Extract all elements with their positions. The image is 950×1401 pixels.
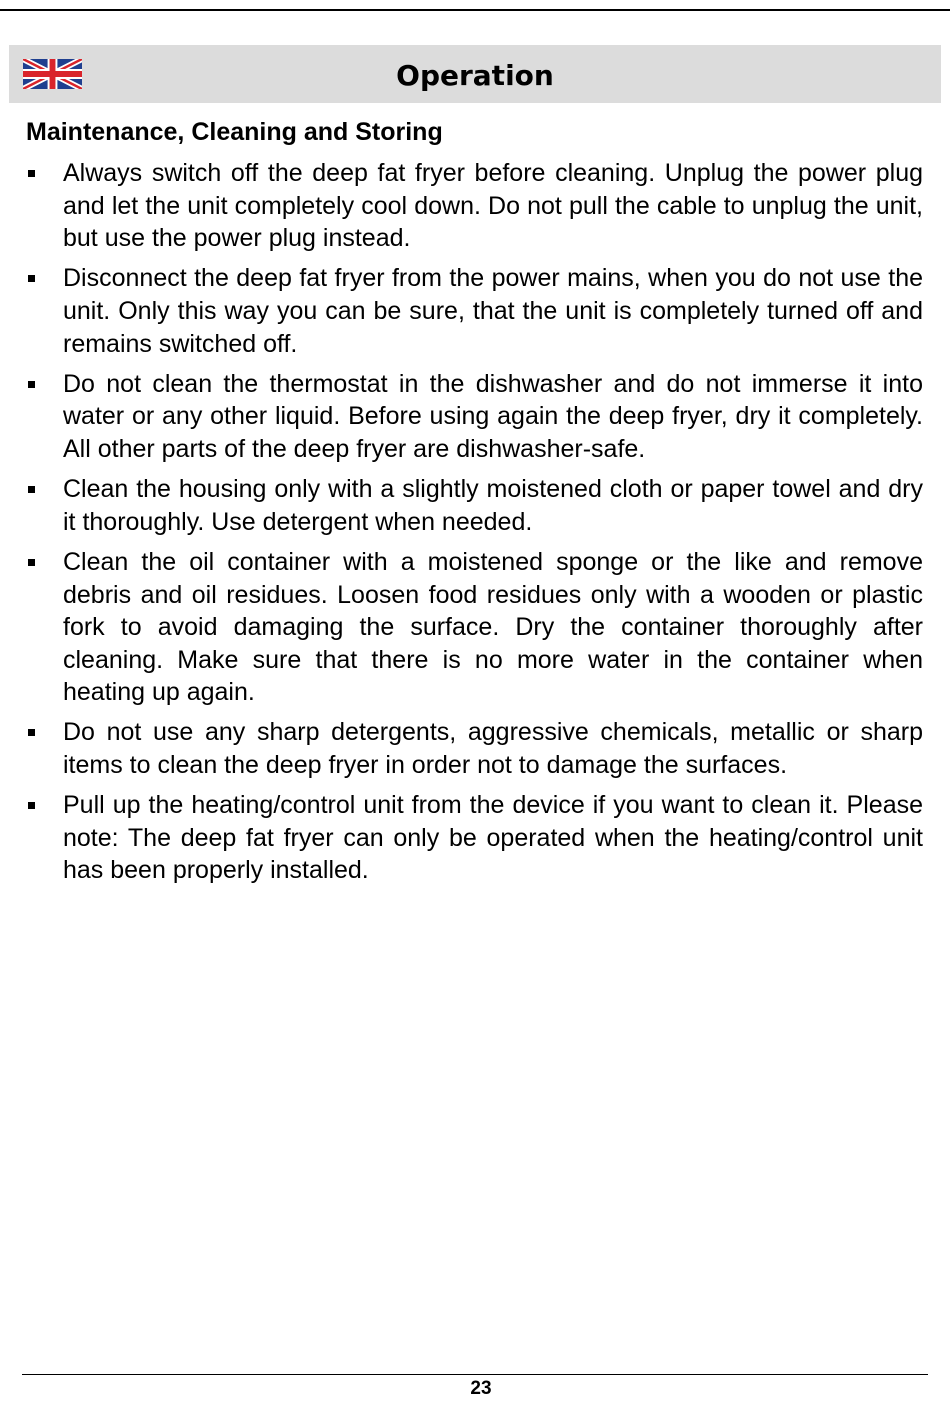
- list-item: [63, 157, 923, 255]
- list-item-text: Always switch off the deep fat fryer before cleaning. Unplug the power plug and let the unit completely cool down. Do not pull the cable to unplug the unit, but use the power plug instead.: [63, 159, 923, 253]
- list-item: [63, 368, 923, 466]
- footer-rule: [22, 1374, 928, 1375]
- page-title: Operation: [396, 59, 554, 92]
- instruction-list: [0, 157, 950, 895]
- square-bullet-icon: [28, 559, 35, 566]
- list-item-text: Do not use any sharp detergents, aggressive chemicals, metallic or sharp items to clean the deep fryer in order not to damage the surfaces.: [63, 718, 923, 780]
- top-rule: [0, 9, 950, 11]
- list-item: [63, 789, 923, 887]
- list-item-text: Do not clean the thermostat in the dishwasher and do not immerse it into water or any other liquid. Before using again the deep fryer, dry it completely. All other parts of the deep fryer are dishwasher-safe.: [63, 369, 923, 463]
- list-item: [63, 716, 923, 781]
- square-bullet-icon: [28, 802, 35, 809]
- square-bullet-icon: [28, 729, 35, 736]
- list-item: [63, 546, 923, 709]
- list-item-text: Disconnect the deep fat fryer from the power mains, when you do not use the unit. Only this way you can be sure, that the unit is completely turned off and remains switched off.: [63, 264, 923, 358]
- square-bullet-icon: [28, 170, 35, 177]
- list-item: [63, 473, 923, 538]
- square-bullet-icon: [28, 486, 35, 493]
- list-item-text: Clean the housing only with a slightly moistened cloth or paper towel and dry it thoroughly. Use detergent when needed.: [63, 475, 923, 536]
- list-item: [63, 262, 923, 360]
- list-item-text: Clean the oil container with a moistened sponge or the like and remove debris and oil residues. Loosen food residues only with a wooden or plastic fork to avoid damaging the surface. Dry the container thoroughly after cleaning. Make sure that there is no more water in the container when heating up again.: [63, 547, 923, 707]
- section-heading: Maintenance, Cleaning and Storing: [26, 118, 443, 146]
- section-header-bar: [9, 45, 941, 103]
- list-item-text: Pull up the heating/control unit from the device if you want to clean it. Please note: The deep fat fryer can only be operated when the heating/control unit has been properly installed.: [63, 791, 923, 885]
- square-bullet-icon: [28, 381, 35, 388]
- square-bullet-icon: [28, 275, 35, 282]
- page-number: 23: [470, 1378, 492, 1399]
